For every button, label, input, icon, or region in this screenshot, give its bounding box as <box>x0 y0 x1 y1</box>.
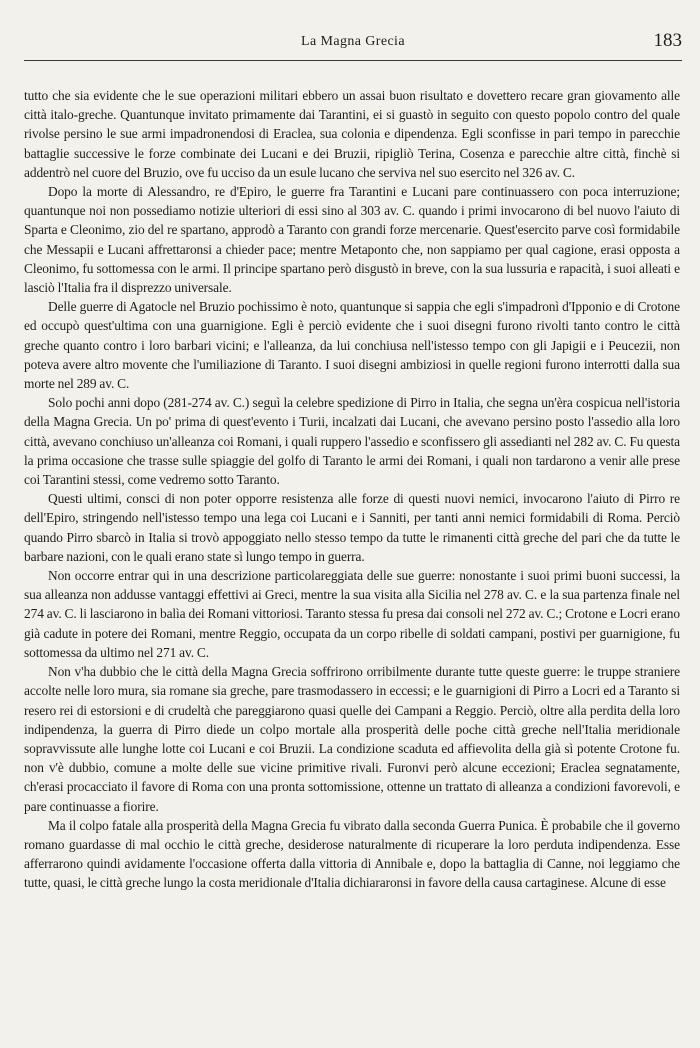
paragraph: Non v'ha dubbio che le città della Magna Grecia soffrirono orribilmente durante tutte queste guerre: le truppe straniere accolte nelle loro mura, sia romane sia greche, pare trasmodassero in eccessi; e le guarnigioni di Pirro a Locri ed a Taranto si resero rei di estorsioni e di crudeltà che pareggiarono quasi quelle dei Campani a Reggio. Perciò, oltre alla perdita della loro indipendenza, la guerra di Pirro diede un colpo mortale alla prosperità delle poche città greche nell'Italia meridionale sopravvissute alle lunghe lotte coi Lucani e coi Bruzii. La condizione scaduta ed affievolita della già sì potente Crotone fu. non v'è dubbio, comune a molte delle sue vicine primitive rivali. Furonvi però alcune eccezioni; Eraclea segnatamente, ch'erasi procacciato il favore di Roma con una pronta sottomissione, ottenne un trattato di alleanza a condizioni favorevoli, e pare continuasse a fiorire. <box>24 664 680 814</box>
page-header <box>24 30 682 58</box>
paragraph: tutto che sia evidente che le sue operazioni militari ebbero un assai buon risultato e dovettero recare gran giovamento alle città italo-greche. Quantunque invitato primamente dai Tarantini, ei si guastò in seguito con questo popolo contro del quale rivolse persino le sue armi impadronendosi di Eraclea, sua colonia e dipendenza. Egli sconfisse in pari tempo in parecchie battaglie successive le forze combinate dei Lucani e dei Bruzii, ripigliò Terina, Cosenza e parecchie altre città, finchè si addentrò nel cuore del Bruzio, ove fu ucciso da un esule lucano che serviva nel suo esercito nel 326 av. C. <box>24 88 680 180</box>
paragraph: Non occorre entrar qui in una descrizione particolareggiata delle sue guerre: nonostante i suoi primi buoni successi, la sua alleanza non addusse vantaggi effettivi ai Greci, mentre la sua visita alla Sicilia nel 278 av. C. e la sua partenza finale nel 274 av. C. li lasciarono in balìa dei Romani vittoriosi. Taranto stessa fu presa dai consoli nel 272 av. C.; Crotone e Locri erano già cadute in potere dei Romani, mentre Reggio, occupata da un corpo ribelle di soldati campani, postivi per guarnigione, fu sottomessa da ultimo nel 271 av. C. <box>24 568 680 660</box>
paragraph: Solo pochi anni dopo (281-274 av. C.) seguì la celebre spedizione di Pirro in Italia, che segna un'èra cospicua nell'istoria della Magna Grecia. Un po' prima di quest'evento i Turii, incalzati dai Lucani, che avevano persino posto l'assedio alla loro città, avevano conchiuso un'alleanza coi Romani, i quali ruppero l'assedio e sconfissero gli assedianti nel 282 av. C. Fu questa la prima occasione che trasse sulle spiaggie del golfo di Taranto le armi dei Romani, i quali non tardarono a venir alle prese coi Tarantini stessi, come vedremo sotto Taranto. <box>24 395 680 488</box>
header-rule <box>24 60 682 61</box>
running-title: La Magna Grecia <box>301 34 405 49</box>
paragraph: Questi ultimi, consci di non poter opporre resistenza alle forze di questi nuovi nemici, invocarono l'aiuto di Pirro re dell'Epiro, stringendo nell'istesso tempo una lega coi Lucani e i Sanniti, per tanti anni nemici formidabili di Roma. Perciò quando Pirro sbarcò in Italia si trovò appoggiato nello stesso tempo da tutte le rimanenti città greche del pari che da tutte le barbare nazioni, con le quali erano state sì lungo tempo in guerra. <box>24 491 680 564</box>
paragraph: Delle guerre di Agatocle nel Bruzio pochissimo è noto, quantunque si sappia che egli s'impadronì d'Ipponio e di Crotone ed occupò quest'ultima con una guarnigione. Egli è perciò evidente che i suoi disegni furono rivolti tanto contro le città greche quanto contro i loro barbari vicini; e l'alleanza, da lui conchiusa nell'istesso tempo con gli Japigii e i Peucezii, non poteva avere altro movente che l'umiliazione di Taranto. I suoi disegni ambiziosi in quelle regioni furono interrotti dalla sua morte nel 289 av. C. <box>24 299 680 392</box>
paragraph: Dopo la morte di Alessandro, re d'Epiro, le guerre fra Tarantini e Lucani pare continuassero con poca interruzione; quantunque noi non possediamo notizie ulteriori di essi sino al 303 av. C. quando i primi invocarono di bel nuovo l'aiuto di Sparta e Cleonimo, zio del re spartano, approdò a Taranto con grandi forze mercenarie. Quest'esercito parve così formidabile che Messapii e Lucani affrettaronsi a chieder pace; mentre Metaponto che, non sappiamo per qual cagione, erasi opposta a Cleonimo, fu sottomessa con le armi. Il principe spartano però disgustò in breve, con la sua lussuria e rapacità, i suoi alleati e lasciò l'Italia fra il disprezzo universale. <box>24 184 680 296</box>
paragraph: Ma il colpo fatale alla prosperità della Magna Grecia fu vibrato dalla seconda Guerra Punica. È probabile che il governo romano guardasse di mal occhio le città greche, desiderose naturalmente di ricuperare la loro perduta indipendenza. Esse afferrarono quindi avidamente l'occasione offerta dalla vittoria di Annibale e, dopo la battaglia di Canne, noi leggiamo che tutte, quasi, le città greche lungo la costa meridionale d'Italia dichiararonsi in favore della causa cartaginese. Alcune di esse <box>24 817 680 891</box>
page-number: 183 <box>653 30 682 51</box>
body-text <box>24 86 680 893</box>
